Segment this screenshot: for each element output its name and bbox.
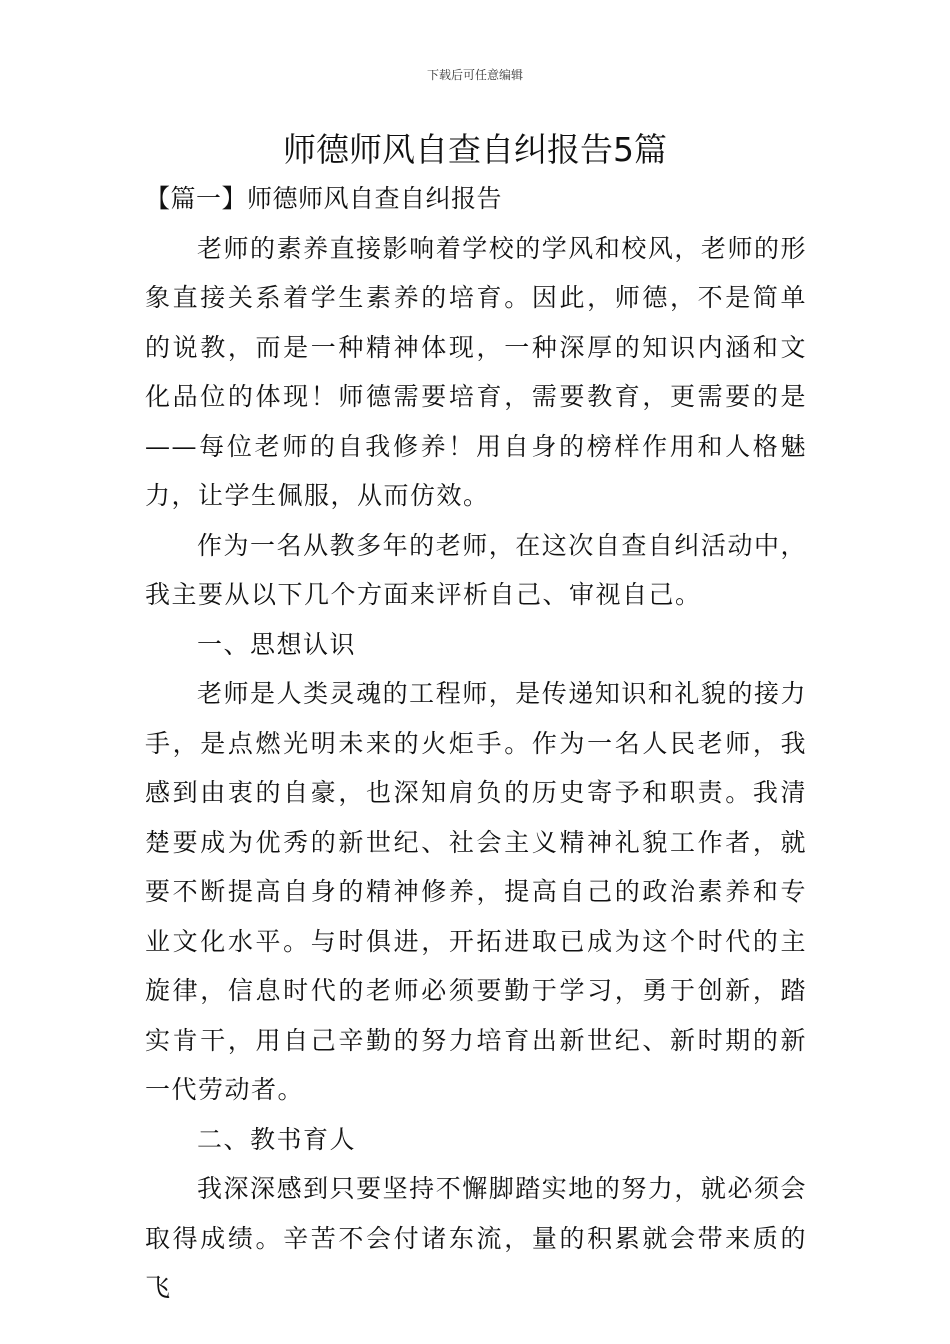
paragraph-ideology: 老师是人类灵魂的工程师，是传递知识和礼貌的接力手，是点燃光明未来的火炬手。作为一名人民老师，我感到由衷的自豪，也深知肩负的历史寄予和职责。我清楚要成为优秀的新世纪、社会主义精神礼貌工作者，就要不断提高自身的精神修养，提高自己的政治素养和专业文化水平。与时俱进，开拓进取已成为这个时代的主旋律，信息时代的老师必须要勤于学习，勇于创新，踏实肯干，用自己辛勤的努力培育出新世纪、新时期的新一代劳动者。 bbox=[145, 679, 807, 1104]
document-body bbox=[145, 174, 807, 1313]
paragraph-teaching: 我深深感到只要坚持不懈脚踏实地的努力，就必须会取得成绩。辛苦不会付诸东流，量的积累就会带来质的飞 bbox=[145, 1174, 807, 1302]
paragraph-self-review: 作为一名从教多年的老师，在这次自查自纠活动中，我主要从以下几个方面来评析自己、审视自己。 bbox=[145, 530, 807, 609]
header-note: 下载后可任意编辑 bbox=[426, 68, 523, 82]
paragraph-intro: 老师的素养直接影响着学校的学风和校风，老师的形象直接关系着学生素养的培育。因此，师德，不是简单的说教，而是一种精神体现，一种深厚的知识内涵和文化品位的体现！师德需要培育，需要教育，更需要的是——每位老师的自我修养！用自身的榜样作用和人格魅力，让学生佩服，从而仿效。 bbox=[145, 233, 807, 510]
heading-ideology: 一、思想认识 bbox=[197, 629, 357, 659]
page-title: 师德师风自查自纠报告5篇 bbox=[283, 130, 667, 169]
heading-teaching: 二、教书育人 bbox=[197, 1124, 357, 1154]
section-title: 【篇一】师德师风自查自纠报告 bbox=[145, 184, 503, 213]
